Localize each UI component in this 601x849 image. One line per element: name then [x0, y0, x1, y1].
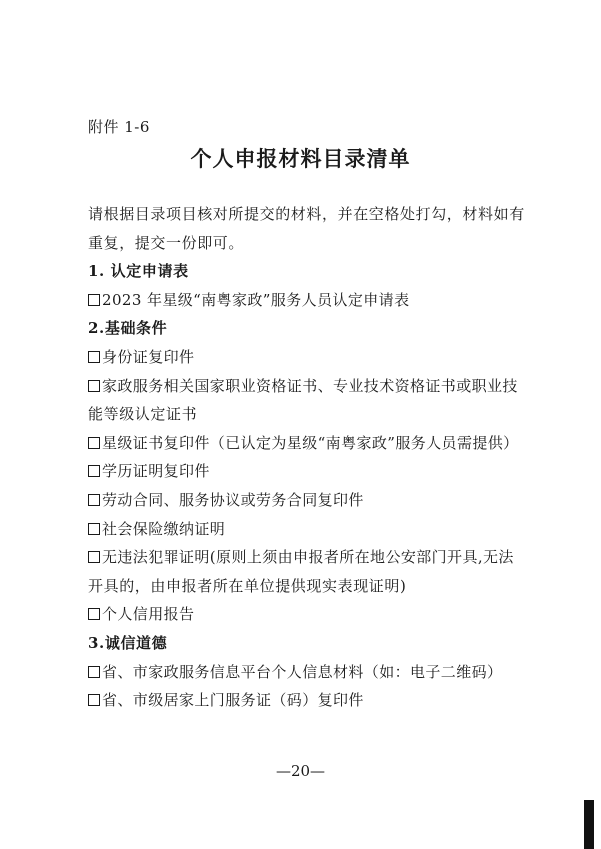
checklist-item-text: 无违法犯罪证明(原则上须由申报者所在地公安部门开具,无法: [102, 548, 514, 567]
checklist-item: [88, 686, 528, 715]
checklist-item-text: 学历证明复印件: [102, 462, 210, 481]
intro-line-2: 重复，提交一份即可。: [88, 233, 245, 252]
checklist-item-continuation: 能等级认定证书: [88, 405, 198, 424]
checklist-item: [88, 429, 528, 458]
section-heading-application-form: 1. 认定申请表: [88, 262, 189, 281]
document-body: [88, 200, 528, 715]
checklist-item-text: 身份证复印件: [102, 347, 195, 366]
checklist-item-text: 省、市家政服务信息平台个人信息材料（如：电子二维码）: [102, 662, 503, 681]
checkbox-icon[interactable]: [88, 465, 100, 477]
section-heading-basic-conditions: 2.基础条件: [88, 319, 168, 338]
checklist-item: [88, 658, 528, 687]
checkbox-icon[interactable]: [88, 551, 100, 563]
checkbox-icon[interactable]: [88, 380, 100, 392]
checklist-item: [88, 543, 528, 572]
scan-edge-mark: [584, 800, 594, 849]
checkbox-icon[interactable]: [88, 494, 100, 506]
checklist-item: [88, 515, 528, 544]
section-heading-integrity-ethics: 3.诚信道德: [88, 633, 168, 652]
page-number: —20—: [275, 762, 326, 780]
attachment-label: 附件 1-6: [88, 118, 150, 136]
checkbox-icon[interactable]: [88, 294, 100, 306]
intro-line-1: 请根据目录项目核对所提交的材料，并在空格处打勾，材料如有: [88, 205, 525, 223]
checklist-item-text: 个人信用报告: [102, 605, 195, 624]
checklist-item: [88, 457, 528, 486]
checklist-item: [88, 486, 528, 515]
checklist-item: [88, 343, 528, 372]
checklist-item-text: 星级证书复印件（已认定为星级“南粤家政”服务人员需提供）: [102, 433, 519, 452]
checkbox-icon[interactable]: [88, 437, 100, 449]
checklist-item: [88, 286, 528, 315]
checkbox-icon[interactable]: [88, 608, 100, 620]
checkbox-icon[interactable]: [88, 666, 100, 678]
checklist-item-text: 社会保险缴纳证明: [102, 519, 226, 538]
checklist-item-text: 省、市级居家上门服务证（码）复印件: [102, 691, 364, 710]
checkbox-icon[interactable]: [88, 351, 100, 363]
page-title: 个人申报材料目录清单: [190, 146, 411, 171]
checklist-item-text: 劳动合同、服务协议或劳务合同复印件: [102, 490, 364, 509]
checklist-item-text: 家政服务相关国家职业资格证书、专业技术资格证书或职业技: [102, 376, 518, 395]
checklist-item-text: 2023 年星级“南粤家政”服务人员认定申请表: [102, 290, 410, 309]
checklist-item: [88, 372, 528, 401]
checklist-item: [88, 600, 528, 629]
checkbox-icon[interactable]: [88, 694, 100, 706]
checklist-item-continuation: 开具的，由申报者所在单位提供现实表现证明): [88, 576, 407, 595]
checkbox-icon[interactable]: [88, 523, 100, 535]
